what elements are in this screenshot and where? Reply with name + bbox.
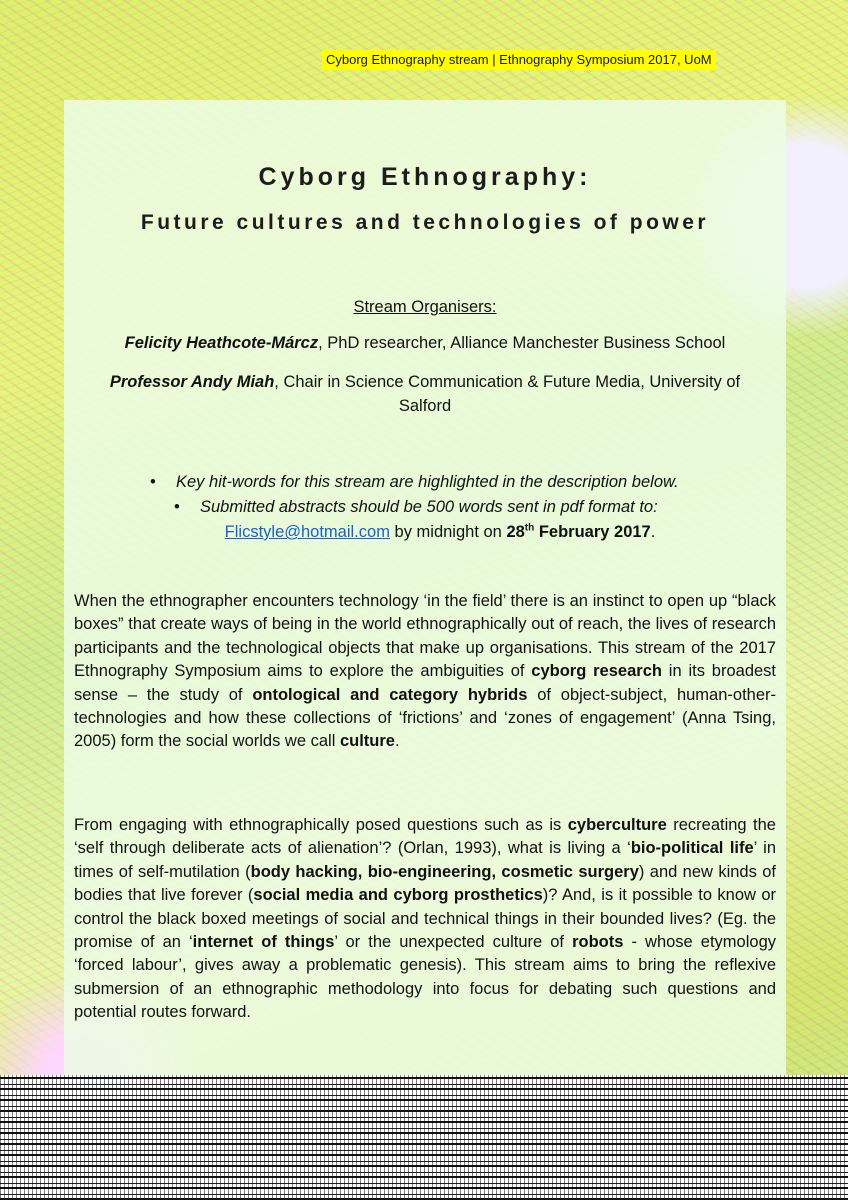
email-link[interactable]: Flicstyle@hotmail.com — [224, 523, 390, 541]
bullet-item-2-continued: Flicstyle@hotmail.com by midnight on 28th February 2017. — [224, 522, 656, 541]
description-paragraph-2: From engaging with ethnographically posed questions such as is cyberculture recreating the ‘self through deliberate acts of alienation’? (Orlan, 1993), what is living a ‘bio-political life’ in times of self-mutilation (body hacking, bio-engineering, cosmetic surgery) and new kinds of bodies that live forever (social media and cyborg prosthetics)? And, is it possible to know or control the black boxed meetings of social and technical things in their bounded lives? (Eg. the promise of an ‘internet of things’ or the unexpected culture of robots - whose etymology ‘forced labour’, gives away a problematic genesis). This stream aims to bring the reflexive submersion of an ethnographic methodology into focus for debating such questions and potential routes forward. — [74, 816, 776, 1022]
bullet-list — [150, 470, 730, 545]
bullet-dot-icon: • — [174, 498, 180, 516]
description-paragraph-1: When the ethnographer encounters technology ‘in the field’ there is an instinct to open up “black boxes” that create ways of being in the world ethnographically out of reach, the lives of research participants and the technological objects that make up organisations. This stream of the 2017 Ethnography Symposium aims to explore the ambiguities of cyborg research in its broadest sense – the study of ontological and category hybrids of object-subject, human-other-technologies and how these collections of ‘frictions’ and ‘zones of engagement’ (Anna Tsing, 2005) form the social worlds we call culture. — [74, 592, 777, 751]
page-subtitle: Future cultures and technologies of power — [140, 211, 710, 234]
page-title: Cyborg Ethnography: — [258, 163, 592, 191]
organiser-2 — [84, 370, 766, 418]
organisers-heading: Stream Organisers: — [353, 298, 497, 316]
header-tag: Cyborg Ethnography stream | Ethnography Symposium 2017, UoM — [322, 50, 716, 70]
bullet-item-2: • Submitted abstracts should be 500 words sent in pdf format to: — [174, 495, 730, 520]
organiser-1-name: Felicity Heathcote-Márcz — [124, 334, 319, 352]
decorative-noise-band — [0, 1075, 848, 1200]
organiser-2-name: Professor Andy Miah — [109, 373, 275, 391]
organiser-1-role: , PhD researcher, Alliance Manchester Business School — [318, 334, 726, 352]
bullet-item-1: • Key hit-words for this stream are highlighted in the description below. — [150, 470, 730, 495]
bullet-dot-icon: • — [150, 473, 156, 491]
organiser-2-role: , Chair in Science Communication & Future Media, University of Salford — [274, 373, 741, 415]
organiser-1 — [84, 331, 766, 355]
deadline-day: 28 — [506, 523, 525, 541]
